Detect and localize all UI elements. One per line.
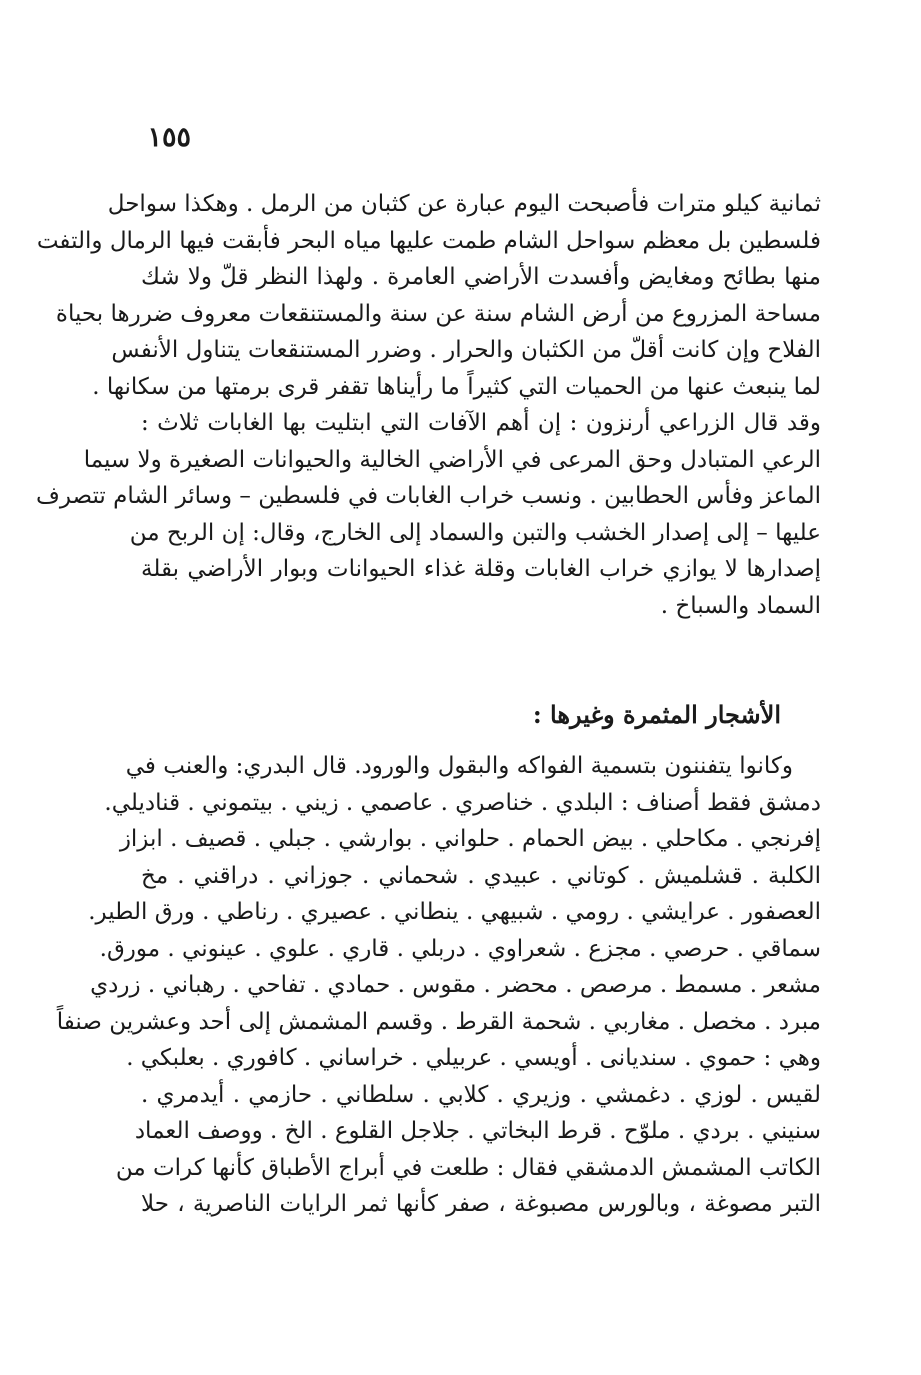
text-line: دمشق فقط أصناف : البلدي . خناصري . عاصمي . زيني . بيتموني . قناديلي. [104,789,821,816]
paragraph-2 [56,748,821,1223]
text-line: منها بطائح ومغايض وأفسدت الأراضي العامرة . ولهذا النظر قلّ ولا شك [141,264,821,290]
text-line: عليها – إلى إصدار الخشب والتبن والسماد إلى الخارج، وقال: إن الربح من [129,519,821,546]
text-line: مساحة المزروع من أرض الشام سنة عن سنة والمستنقعات معروف ضررها بحياة [55,300,821,327]
text-line: وهي : حموي . سنديانى . أويسي . عربيلي . خراساني . كافوري . بعلبكي . [126,1045,821,1071]
text-line: التبر مصوغة ، وبالورس مصبوغة ، صفر كأنها ثمر الرايات الناصرية ، حلا [141,1191,821,1217]
text-line: وكانوا يتفننون بتسمية الفواكه والبقول والورود. قال البدري: والعنب في [125,753,793,779]
text-line: لقيس . لوزي . دغمشي . وزيري . كلابي . سلطاني . حازمي . أيدمري . [141,1081,821,1108]
text-line: إفرنجي . مكاحلي . بيض الحمام . حلواني . بوارشي . جبلي . قصيف . ابزاز [119,826,821,852]
text-line: العصفور . عرايشي . رومي . شبيهي . ينطاني . عصيري . رناطي . ورق الطير. [88,899,821,925]
paragraph-1 [35,186,821,624]
text-line: السماد والسباخ . [660,592,821,619]
text-line: لما ينبعث عنها من الحميات التي كثيراً ما رأيناها تقفر قرى برمتها من سكانها . [92,373,821,400]
text-line: ثمانية كيلو مترات فأصبحت اليوم عبارة عن كثبان من الرمل . وهكذا سواحل [107,191,821,217]
text-line: وقد قال الزراعي أرنزون : إن أهم الآفات التي ابتليت بها الغابات ثلاث : [141,410,821,436]
text-line: إصدارها لا يوازي خراب الغابات وقلة غذاء الحيوانات وبوار الأراضي بقلة [141,556,821,582]
text-line: الفلاح وإن كانت أقلّ من الكثبان والحرار . وضرر المستنقعات يتناول الأنفس [111,337,821,363]
text-line: فلسطين بل معظم سواحل الشام طمت عليها مياه البحر فأبقت فيها الرمال والتفت [36,227,821,254]
text-line: الماعز وفأس الحطابين . ونسب خراب الغابات في فلسطين – وسائر الشام تتصرف [35,483,821,509]
page-number: ١٥٥ [147,122,191,153]
text-line: الكاتب المشمش الدمشقي فقال : طلعت في أبراج الأطباق كأنها كرات من [115,1154,821,1181]
section-heading: الأشجار المثمرة وغيرها : [532,700,781,729]
text-line: الكلبة . قشلميش . كوتاني . عبيدي . شحماني . جوزاني . دراقني . مخ [141,862,821,889]
text-line: مبرد . مخصل . مغاربي . شحمة القرط . وقسم المشمش إلى أحد وعشرين صنفاً [56,1008,821,1035]
text-line: سنيني . بردي . ملوّح . قرط البخاتي . جلاجل القلوع . الخ . ووصف العماد [134,1118,821,1144]
text-line: سماقي . حرصي . مجزع . شعراوي . دربلي . قاري . علوي . عينوني . مورق. [99,935,821,962]
text-line: الرعي المتبادل وحق المرعى في الأراضي الخالية والحيوانات الصغيرة ولا سيما [83,446,821,473]
text-line: مشعر . مسمط . مرصص . محضر . مقوس . حمادي . تفاحي . رهباني . زردي [90,972,821,998]
